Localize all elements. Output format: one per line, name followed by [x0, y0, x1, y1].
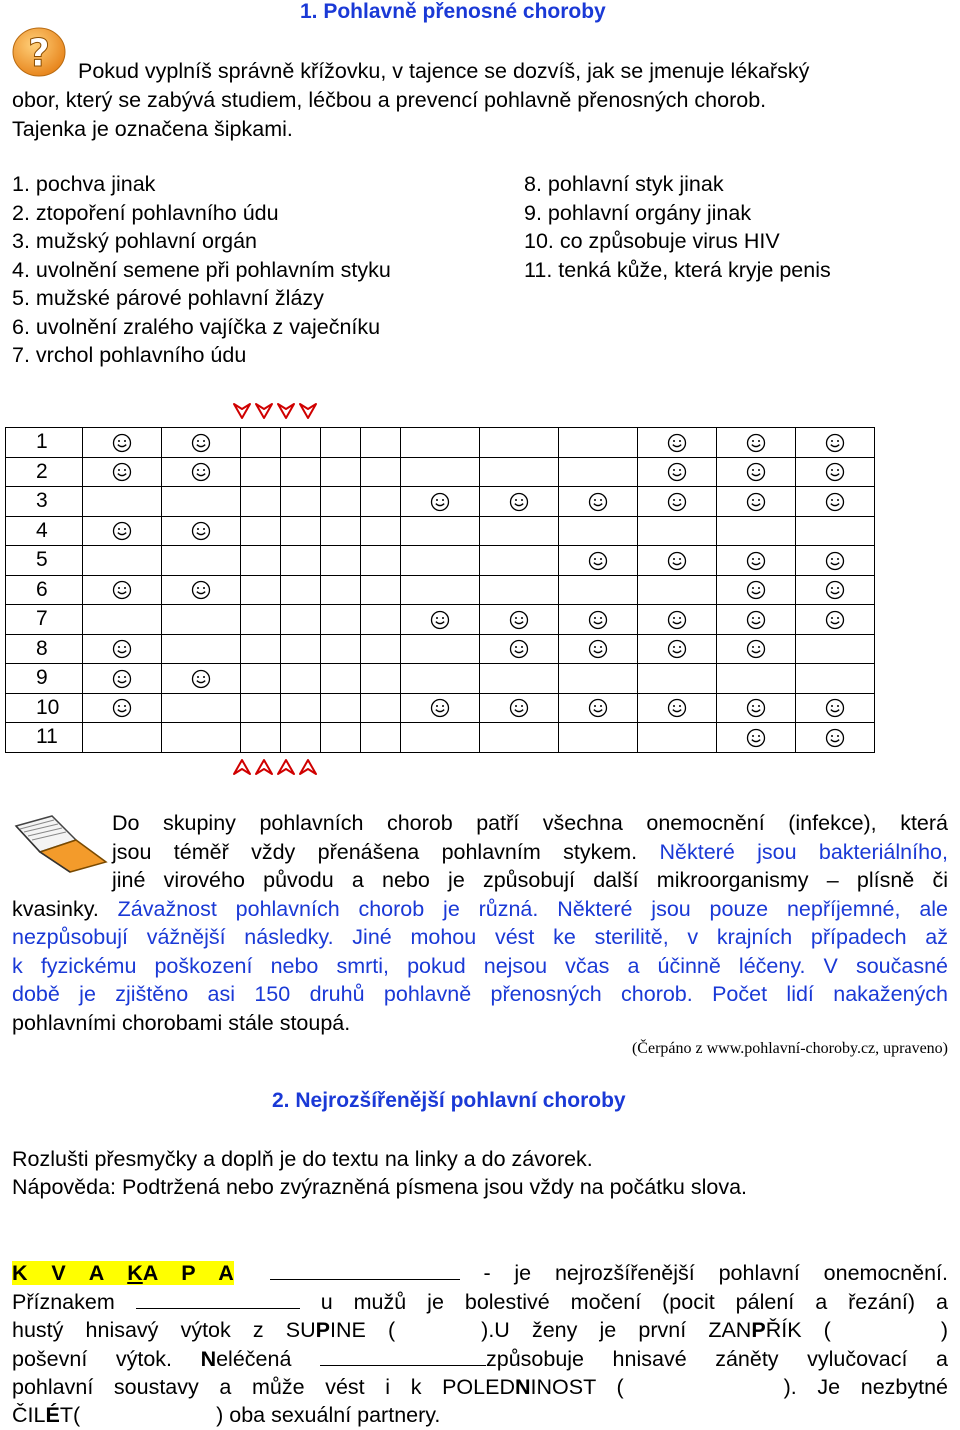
- clue-11: 11. tenká kůže, která kryje penis: [524, 258, 831, 282]
- crossword-cell[interactable]: [559, 428, 638, 458]
- info-line-6a: k fyzickému poškození nebo smrti, pokud nejsou včas a účinně léčeny.: [12, 954, 824, 978]
- smiley-icon: [588, 548, 608, 571]
- line5-part-c: INOST (: [530, 1375, 624, 1399]
- crossword-cell[interactable]: [559, 487, 638, 517]
- crossword-cell[interactable]: [361, 428, 401, 458]
- crossword-cell[interactable]: [401, 487, 480, 517]
- crossword-cell[interactable]: [401, 634, 480, 664]
- clue-2: 2. ztopoření pohlavního údu: [12, 201, 279, 225]
- crossword-cell[interactable]: [480, 693, 559, 723]
- smiley-icon: [588, 607, 608, 630]
- info-line-4: [12, 895, 948, 924]
- clue-1: 1. pochva jinak: [12, 172, 156, 196]
- crossword-row: [6, 516, 875, 546]
- crossword-cell[interactable]: [796, 575, 875, 605]
- crossword-cell[interactable]: [83, 634, 162, 664]
- line3-part-g: ): [940, 1318, 949, 1342]
- line5-part-a: pohlavní soustavy a může vést i k POLED: [12, 1375, 515, 1399]
- line2-part-b: u mužů je bolestivé močení (pocit pálení a řezání) a: [320, 1290, 948, 1314]
- crossword-cell[interactable]: [281, 605, 321, 635]
- crossword-cell[interactable]: [162, 516, 241, 546]
- crossword-cell[interactable]: [321, 723, 361, 753]
- crossword-cell[interactable]: [361, 693, 401, 723]
- crossword-cell[interactable]: [559, 575, 638, 605]
- exercise-line-5: [12, 1373, 948, 1402]
- crossword-cell[interactable]: [638, 605, 717, 635]
- section1-title: 1. Pohlavně přenosné choroby: [300, 0, 606, 23]
- line3-part-a: hustý hnisavý výtok z SU: [12, 1318, 316, 1342]
- info-line-6: [12, 952, 948, 981]
- crossword-cell[interactable]: [162, 693, 241, 723]
- book-icon: [12, 812, 110, 874]
- row-number: 4: [6, 516, 83, 546]
- clue-5: 5. mužské párové pohlavní žlázy: [12, 286, 324, 310]
- crossword-cell[interactable]: [480, 575, 559, 605]
- crossword-cell[interactable]: [480, 605, 559, 635]
- crossword-cell[interactable]: [241, 723, 281, 753]
- info-line-7b: Počet lidí nakažených: [712, 982, 948, 1006]
- crossword-row: [6, 546, 875, 576]
- smiley-icon: [509, 637, 529, 660]
- crossword-cell[interactable]: [361, 664, 401, 694]
- crossword-cell[interactable]: [717, 605, 796, 635]
- crossword-row: [6, 634, 875, 664]
- crossword-cell[interactable]: [480, 428, 559, 458]
- smiley-icon: [746, 607, 766, 630]
- crossword-cell[interactable]: [401, 575, 480, 605]
- crossword-cell[interactable]: [361, 575, 401, 605]
- row-number: 9: [6, 664, 83, 694]
- row-number: 10: [6, 693, 83, 723]
- crossword-cell[interactable]: [241, 428, 281, 458]
- answer-paren-4[interactable]: [80, 1402, 216, 1422]
- row-number: 7: [6, 605, 83, 635]
- answer-blank-3[interactable]: [320, 1345, 486, 1366]
- smiley-icon: [825, 578, 845, 601]
- crossword-cell[interactable]: [638, 723, 717, 753]
- smiley-icon: [746, 578, 766, 601]
- crossword-cell[interactable]: [321, 428, 361, 458]
- crossword-cell[interactable]: [162, 723, 241, 753]
- crossword-cell[interactable]: [281, 457, 321, 487]
- row-number: 8: [6, 634, 83, 664]
- clue-6: 6. uvolnění zralého vajíčka z vaječníku: [12, 315, 381, 339]
- crossword-cell[interactable]: [717, 546, 796, 576]
- line3-part-d: ).U ženy je první ZAN: [481, 1318, 752, 1342]
- crossword-cell[interactable]: [281, 575, 321, 605]
- info-line-4c: Některé jsou pouze nepříjemné, ale: [557, 897, 949, 921]
- crossword-cell[interactable]: [321, 634, 361, 664]
- crossword-row: [6, 575, 875, 605]
- crossword-cell[interactable]: [796, 664, 875, 694]
- crossword-cell[interactable]: [401, 723, 480, 753]
- intro-line-1: Pokud vyplníš správně křížovku, v tajence se dozvíš, jak se jmenuje lékařský: [78, 59, 810, 83]
- answer-blank-2[interactable]: [136, 1288, 300, 1309]
- crossword-cell[interactable]: [480, 516, 559, 546]
- clue-3: 3. mužský pohlavní orgán: [12, 229, 257, 253]
- crossword-cell[interactable]: [321, 457, 361, 487]
- line6-part-a: ČIL: [12, 1403, 46, 1427]
- info-line-4a: kvasinky.: [12, 897, 118, 921]
- line5-part-d: ). Je nezbytné: [783, 1375, 948, 1399]
- line2-part-a: Příznakem: [12, 1290, 115, 1314]
- crossword-cell[interactable]: [796, 516, 875, 546]
- crossword-cell[interactable]: [401, 605, 480, 635]
- crossword-cell[interactable]: [162, 487, 241, 517]
- smiley-icon: [746, 548, 766, 571]
- smiley-icon: [825, 696, 845, 719]
- info-line-7a: době je zjištěno asi 150 druhů pohlavně přenosných chorob.: [12, 982, 713, 1006]
- crossword-cell[interactable]: [638, 575, 717, 605]
- info-line-5b: Jiné mohou vést ke sterilitě, v krajních případech až: [352, 925, 949, 949]
- crossword-cell[interactable]: [401, 516, 480, 546]
- exercise-line-3: [12, 1316, 948, 1345]
- smiley-icon: [746, 725, 766, 748]
- crossword-cell[interactable]: [401, 693, 480, 723]
- crossword-cell[interactable]: [638, 428, 717, 458]
- crossword-cell[interactable]: [281, 723, 321, 753]
- line4-part-a: poševní výtok.: [12, 1347, 201, 1371]
- clue-9: 9. pohlavní orgány jinak: [524, 201, 752, 225]
- crossword-cell[interactable]: [83, 487, 162, 517]
- crossword-cell[interactable]: [361, 723, 401, 753]
- crossword-cell[interactable]: [401, 457, 480, 487]
- crossword-cell[interactable]: [480, 634, 559, 664]
- smiley-icon: [430, 607, 450, 630]
- smiley-icon: [509, 696, 529, 719]
- smiley-icon: [112, 460, 132, 483]
- instruction-1: Rozlušti přesmyčky a doplň je do textu na linky a do závorek.: [12, 1147, 593, 1171]
- instruction-2: Nápověda: Podtržená nebo zvýrazněná písmena jsou vždy na počátku slova.: [12, 1175, 748, 1199]
- smiley-icon: [825, 489, 845, 512]
- smiley-icon: [825, 725, 845, 748]
- crossword-cell[interactable]: [796, 634, 875, 664]
- crossword-cell[interactable]: [717, 575, 796, 605]
- crossword-cell[interactable]: [638, 546, 717, 576]
- exercise-line-4: [12, 1345, 948, 1374]
- smiley-icon: [746, 489, 766, 512]
- smiley-icon: [509, 607, 529, 630]
- smiley-icon: [667, 430, 687, 453]
- smiley-icon: [112, 637, 132, 660]
- smiley-icon: [825, 607, 845, 630]
- crossword-cell[interactable]: [83, 516, 162, 546]
- line4-part-c: eléčená: [216, 1347, 292, 1371]
- crossword-cell[interactable]: [717, 457, 796, 487]
- crossword-cell[interactable]: [717, 487, 796, 517]
- svg-text:?: ?: [27, 31, 51, 75]
- crossword-cell[interactable]: [162, 457, 241, 487]
- smiley-icon: [191, 519, 211, 542]
- crossword-cell[interactable]: [281, 693, 321, 723]
- smiley-icon: [746, 460, 766, 483]
- crossword-grid: [5, 427, 875, 753]
- line3-part-e: P: [751, 1318, 766, 1342]
- crossword-row: [6, 664, 875, 694]
- crossword-cell[interactable]: [321, 664, 361, 694]
- smiley-icon: [112, 430, 132, 453]
- source-note: (Čerpáno z www.pohlavní-choroby.cz, upraveno): [631, 1040, 948, 1057]
- line4-part-b: N: [200, 1347, 217, 1371]
- crossword-cell[interactable]: [361, 516, 401, 546]
- info-line-8: pohlavními chorobami stále stoupá.: [12, 1011, 351, 1035]
- crossword-cell[interactable]: [717, 634, 796, 664]
- crossword-cell[interactable]: [717, 664, 796, 694]
- crossword-cell[interactable]: [321, 605, 361, 635]
- crossword-cell[interactable]: [321, 546, 361, 576]
- crossword-cell[interactable]: [401, 428, 480, 458]
- exercise-line-1: [12, 1259, 948, 1288]
- crossword-cell[interactable]: [717, 693, 796, 723]
- crossword-cell[interactable]: [83, 693, 162, 723]
- crossword-cell[interactable]: [281, 546, 321, 576]
- smiley-icon: [588, 489, 608, 512]
- crossword-cell[interactable]: [321, 487, 361, 517]
- clue-4: 4. uvolnění semene při pohlavním styku: [12, 258, 391, 282]
- crossword-cell[interactable]: [401, 664, 480, 694]
- smiley-icon: [667, 607, 687, 630]
- question-mark-icon: [12, 26, 70, 78]
- smiley-icon: [191, 460, 211, 483]
- crossword-cell[interactable]: [796, 605, 875, 635]
- smiley-icon: [430, 489, 450, 512]
- crossword-cell[interactable]: [83, 664, 162, 694]
- smiley-icon: [667, 548, 687, 571]
- smiley-icon: [112, 696, 132, 719]
- answer-blank-1[interactable]: [270, 1259, 460, 1280]
- smiley-icon: [667, 460, 687, 483]
- smiley-icon: [746, 430, 766, 453]
- line4-part-d: způsobuje hnisavé záněty vylučovací a: [485, 1347, 948, 1371]
- intro-line-3: Tajenka je označena šipkami.: [12, 117, 293, 141]
- smiley-icon: [191, 578, 211, 601]
- crossword-cell[interactable]: [401, 546, 480, 576]
- crossword-row: [6, 605, 875, 635]
- crossword-cell[interactable]: [480, 457, 559, 487]
- smiley-icon: [112, 519, 132, 542]
- crossword-cell[interactable]: [480, 664, 559, 694]
- crossword-cell[interactable]: [281, 634, 321, 664]
- crossword-cell[interactable]: [638, 457, 717, 487]
- row-number: 11: [6, 723, 83, 753]
- crossword-cell[interactable]: [83, 546, 162, 576]
- smiley-icon: [509, 489, 529, 512]
- info-line-2: [112, 838, 948, 867]
- crossword-cell[interactable]: [638, 664, 717, 694]
- smiley-icon: [667, 696, 687, 719]
- crossword-cell[interactable]: [83, 428, 162, 458]
- intro-line-2: obor, který se zabývá studiem, léčbou a prevencí pohlavně přenosných chorob.: [12, 88, 767, 112]
- info-line-3: jiné virového původu a nebo je způsobují další mikroorganismy – plísně či: [112, 868, 948, 892]
- crossword-cell[interactable]: [281, 487, 321, 517]
- section2-title: 2. Nejrozšířenější pohlavní choroby: [272, 1089, 626, 1112]
- crossword-cell[interactable]: [162, 634, 241, 664]
- crossword-cell[interactable]: [321, 516, 361, 546]
- anagram-kvakapa: [12, 1261, 234, 1285]
- crossword-cell[interactable]: [83, 605, 162, 635]
- smiley-icon: [667, 489, 687, 512]
- crossword-cell[interactable]: [717, 516, 796, 546]
- crossword-cell[interactable]: [361, 546, 401, 576]
- crossword-cell[interactable]: [281, 664, 321, 694]
- crossword-cell[interactable]: [559, 457, 638, 487]
- crossword-cell[interactable]: [796, 487, 875, 517]
- smiley-icon: [191, 430, 211, 453]
- crossword-cell[interactable]: [361, 457, 401, 487]
- crossword-cell[interactable]: [638, 693, 717, 723]
- crossword-cell[interactable]: [83, 457, 162, 487]
- crossword-cell[interactable]: [559, 664, 638, 694]
- crossword-cell[interactable]: [638, 516, 717, 546]
- crossword-cell[interactable]: [162, 546, 241, 576]
- crossword-cell[interactable]: [281, 428, 321, 458]
- secret-column-arrows-bottom: [232, 757, 320, 782]
- crossword-cell[interactable]: [717, 428, 796, 458]
- crossword-cell[interactable]: [241, 546, 281, 576]
- crossword-row: [6, 487, 875, 517]
- row-number: 3: [6, 487, 83, 517]
- info-line-4b: Závažnost pohlavních chorob je různá.: [117, 897, 558, 921]
- crossword-cell[interactable]: [162, 428, 241, 458]
- crossword-cell[interactable]: [638, 634, 717, 664]
- crossword-cell[interactable]: [361, 634, 401, 664]
- line6-part-d: ) oba sexuální partnery.: [216, 1403, 441, 1427]
- crossword-cell[interactable]: [321, 693, 361, 723]
- smiley-icon: [112, 666, 132, 689]
- row-number: 5: [6, 546, 83, 576]
- crossword-cell[interactable]: [361, 487, 401, 517]
- crossword-cell[interactable]: [162, 575, 241, 605]
- row-number: 2: [6, 457, 83, 487]
- crossword-cell[interactable]: [162, 605, 241, 635]
- secret-column-arrows-top: [232, 401, 320, 426]
- smiley-icon: [825, 430, 845, 453]
- crossword-cell[interactable]: [83, 575, 162, 605]
- crossword-cell[interactable]: [796, 723, 875, 753]
- crossword-cell[interactable]: [241, 664, 281, 694]
- smiley-icon: [588, 696, 608, 719]
- smiley-icon: [825, 460, 845, 483]
- crossword-cell[interactable]: [559, 634, 638, 664]
- crossword-cell[interactable]: [559, 605, 638, 635]
- smiley-icon: [588, 637, 608, 660]
- crossword-cell[interactable]: [480, 546, 559, 576]
- crossword-cell[interactable]: [361, 605, 401, 635]
- crossword-cell[interactable]: [241, 457, 281, 487]
- info-line-6b: V současné: [823, 954, 948, 978]
- clue-8: 8. pohlavní styk jinak: [524, 172, 724, 196]
- crossword-cell[interactable]: [321, 575, 361, 605]
- crossword-cell[interactable]: [241, 487, 281, 517]
- crossword-cell[interactable]: [559, 516, 638, 546]
- crossword-cell[interactable]: [241, 693, 281, 723]
- crossword-cell[interactable]: [796, 457, 875, 487]
- crossword-cell[interactable]: [559, 693, 638, 723]
- info-line-7: [12, 980, 948, 1009]
- row-number: 1: [6, 428, 83, 458]
- smiley-icon: [191, 666, 211, 689]
- crossword-cell[interactable]: [638, 487, 717, 517]
- crossword-cell[interactable]: [480, 723, 559, 753]
- info-line-2a: jsou téměř vždy přenášena pohlavním stykem.: [112, 840, 660, 864]
- crossword-cell[interactable]: [241, 634, 281, 664]
- line6-part-b: É: [45, 1403, 60, 1427]
- crossword-cell[interactable]: [796, 428, 875, 458]
- crossword-cell[interactable]: [559, 723, 638, 753]
- clue-10: 10. co způsobuje virus HIV: [524, 229, 780, 253]
- answer-paren-2[interactable]: [831, 1317, 941, 1337]
- clue-7: 7. vrchol pohlavního údu: [12, 343, 247, 367]
- anagram-part-b: K: [127, 1261, 143, 1285]
- crossword-row: [6, 428, 875, 458]
- smiley-icon: [430, 696, 450, 719]
- answer-paren-3[interactable]: [624, 1374, 784, 1394]
- crossword-row: [6, 457, 875, 487]
- crossword-cell[interactable]: [717, 723, 796, 753]
- line3-part-b: P: [315, 1318, 330, 1342]
- exercise-line-1-text: - je nejrozšířenější pohlavní onemocnění.: [483, 1261, 948, 1285]
- crossword-cell[interactable]: [241, 516, 281, 546]
- smiley-icon: [825, 548, 845, 571]
- crossword-cell[interactable]: [796, 546, 875, 576]
- line3-part-c: INE (: [330, 1318, 396, 1342]
- crossword-cell[interactable]: [241, 575, 281, 605]
- crossword-row: [6, 693, 875, 723]
- crossword-cell[interactable]: [796, 693, 875, 723]
- info-line-5a: nezpůsobují vážnější následky.: [12, 925, 353, 949]
- crossword-cell[interactable]: [480, 487, 559, 517]
- info-line-1: Do skupiny pohlavních chorob patří všechna onemocnění (infekce), která: [112, 811, 948, 835]
- row-number: 6: [6, 575, 83, 605]
- info-line-5: [12, 923, 948, 952]
- crossword-cell[interactable]: [281, 516, 321, 546]
- smiley-icon: [746, 637, 766, 660]
- smiley-icon: [112, 578, 132, 601]
- info-line-2b: Některé jsou bakteriálního,: [659, 840, 948, 864]
- anagram-part-a: K V A: [12, 1261, 128, 1285]
- crossword-cell[interactable]: [241, 605, 281, 635]
- crossword-cell[interactable]: [162, 664, 241, 694]
- line6-part-c: T(: [59, 1403, 81, 1427]
- smiley-icon: [746, 696, 766, 719]
- crossword-cell[interactable]: [559, 546, 638, 576]
- smiley-icon: [667, 637, 687, 660]
- exercise-line-6: [12, 1401, 948, 1430]
- line3-part-f: ŘÍK (: [765, 1318, 831, 1342]
- crossword-row: [6, 723, 875, 753]
- anagram-part-c: A P A: [142, 1261, 234, 1285]
- crossword-cell[interactable]: [83, 723, 162, 753]
- line5-part-b: N: [514, 1375, 531, 1399]
- exercise-line-2: [12, 1288, 948, 1317]
- answer-paren-1[interactable]: [395, 1317, 481, 1337]
